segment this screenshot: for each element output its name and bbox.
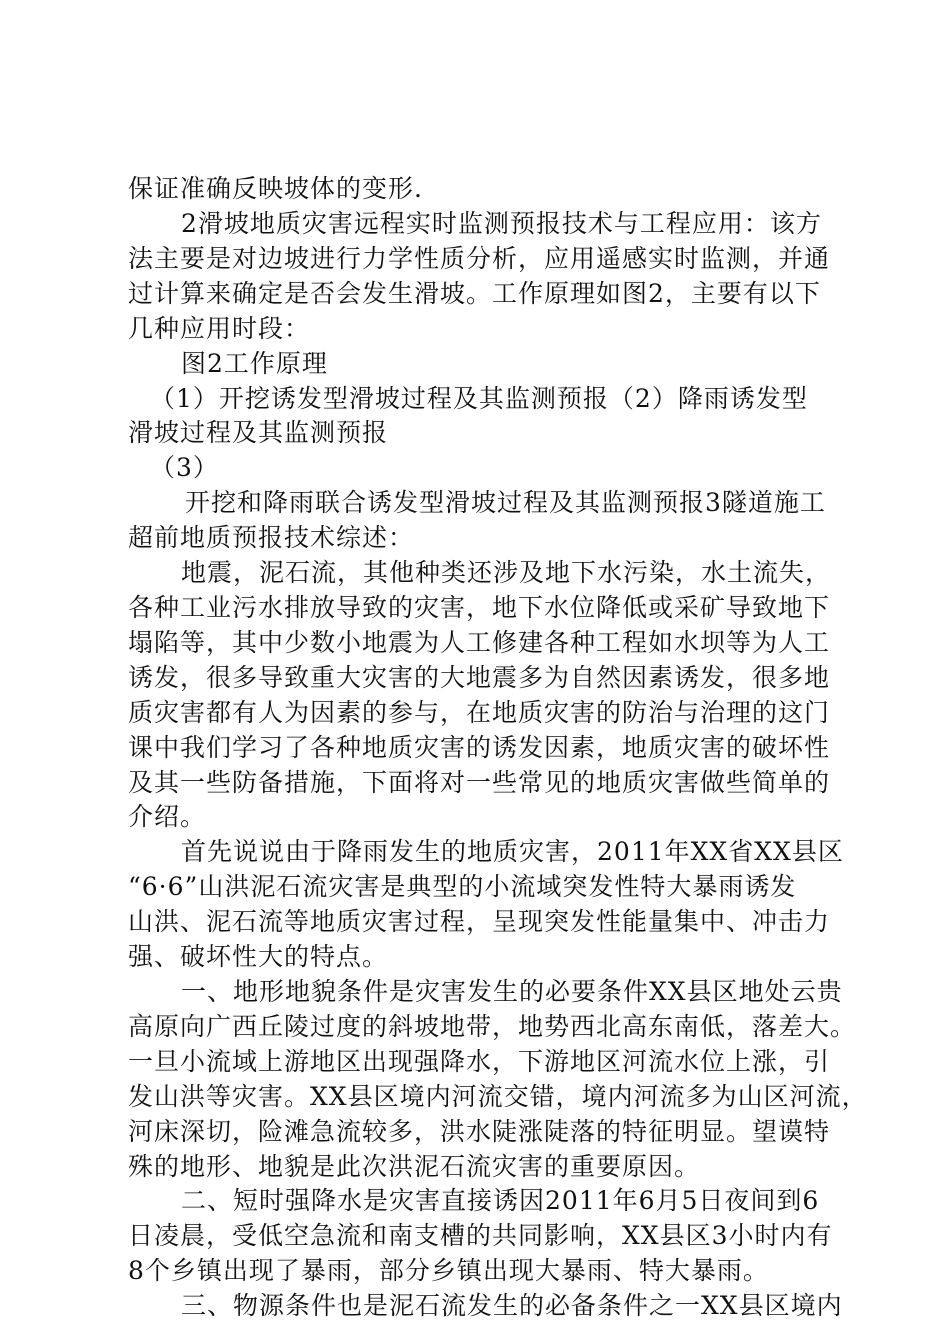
paragraph-first-line: 首先说说由于降雨发生的地质灾害，2011年XX省XX县区 bbox=[181, 837, 844, 867]
text-line: 课中我们学习了各种地质灾害的诱发因素，地质灾害的破坏性 bbox=[128, 732, 831, 762]
text-line: 塌陷等，其中少数小地震为人工修建各种工程如水坝等为人工 bbox=[128, 627, 831, 657]
text-line: 保证准确反映坡体的变形. bbox=[128, 174, 423, 203]
text-line: 殊的地形、地貌是此次洪泥石流灾害的重要原因。 bbox=[128, 1151, 701, 1181]
text-line: 一旦小流域上游地区出现强降水，下游地区河流水位上涨，引 bbox=[128, 1046, 831, 1076]
text-line: 诱发，很多导致重大灾害的大地震多为自然因素诱发，很多地 bbox=[128, 662, 831, 692]
text-line: （1）开挖诱发型滑坡过程及其监测预报（2）降雨诱发型 bbox=[150, 383, 808, 413]
text-line: 山洪、泥石流等地质灾害过程，呈现突发性能量集中、冲击力 bbox=[128, 907, 831, 937]
text-line: 超前地质预报技术综述： bbox=[128, 523, 415, 553]
paragraph-first-line: 地震，泥石流，其他种类还涉及地下水污染，水土流失， bbox=[181, 558, 832, 587]
paragraph-first-line: 二、短时强降水是灾害直接诱因2011年6月5日夜间到6 bbox=[181, 1186, 820, 1216]
text-line: 8个乡镇出现了暴雨，部分乡镇出现大暴雨、特大暴雨。 bbox=[128, 1256, 769, 1286]
text-line: 发山洪等灾害。XX县区境内河流交错，境内河流多为山区河流， bbox=[128, 1081, 868, 1111]
text-line: 及其一些防备措施，下面将对一些常见的地质灾害做些简单的 bbox=[128, 767, 831, 797]
text-line: 高原向广西丘陵过度的斜坡地带，地势西北高东南低，落差大。 bbox=[128, 1011, 857, 1041]
text-line: 介绍。 bbox=[128, 802, 207, 832]
text-line: （3） bbox=[150, 453, 219, 483]
text-line: 各种工业污水排放导致的灾害，地下水位降低或采矿导致地下 bbox=[128, 592, 831, 622]
text-line: 开挖和降雨联合诱发型滑坡过程及其监测预报3隧道施工 bbox=[185, 488, 826, 518]
text-line: 几种应用时段： bbox=[128, 313, 311, 343]
text-line: 质灾害都有人为因素的参与，在地质灾害的防治与治理的这门 bbox=[128, 697, 831, 727]
text-line: 河床深切，险滩急流较多，洪水陡涨陡落的特征明显。望谟特 bbox=[128, 1116, 831, 1146]
paragraph-first-line: 一、地形地貌条件是灾害发生的必要条件XX县区地处云贵 bbox=[181, 976, 843, 1006]
text-line: 滑坡过程及其监测预报 bbox=[128, 418, 389, 448]
paragraph-heading-line: 2滑坡地质灾害远程实时监测预报技术与工程应用：该方 bbox=[181, 208, 822, 238]
text-line: “6·6”山洪泥石流灾害是典型的小流域突发性特大暴雨诱发 bbox=[128, 872, 797, 902]
text-line: 强、破坏性大的特点。 bbox=[128, 942, 389, 971]
text-line: 日凌晨，受低空急流和南支槽的共同影响，XX县区3小时内有 bbox=[128, 1221, 833, 1251]
text-line: 法主要是对边坡进行力学性质分析，应用遥感实时监测，并通 bbox=[128, 243, 831, 273]
paragraph-first-line: 三、物源条件也是泥石流发生的必备条件之一XX县区境内 bbox=[181, 1291, 843, 1321]
figure-caption: 图2工作原理 bbox=[181, 348, 328, 378]
text-line: 过计算来确定是否会发生滑坡。工作原理如图2，主要有以下 bbox=[128, 278, 821, 308]
